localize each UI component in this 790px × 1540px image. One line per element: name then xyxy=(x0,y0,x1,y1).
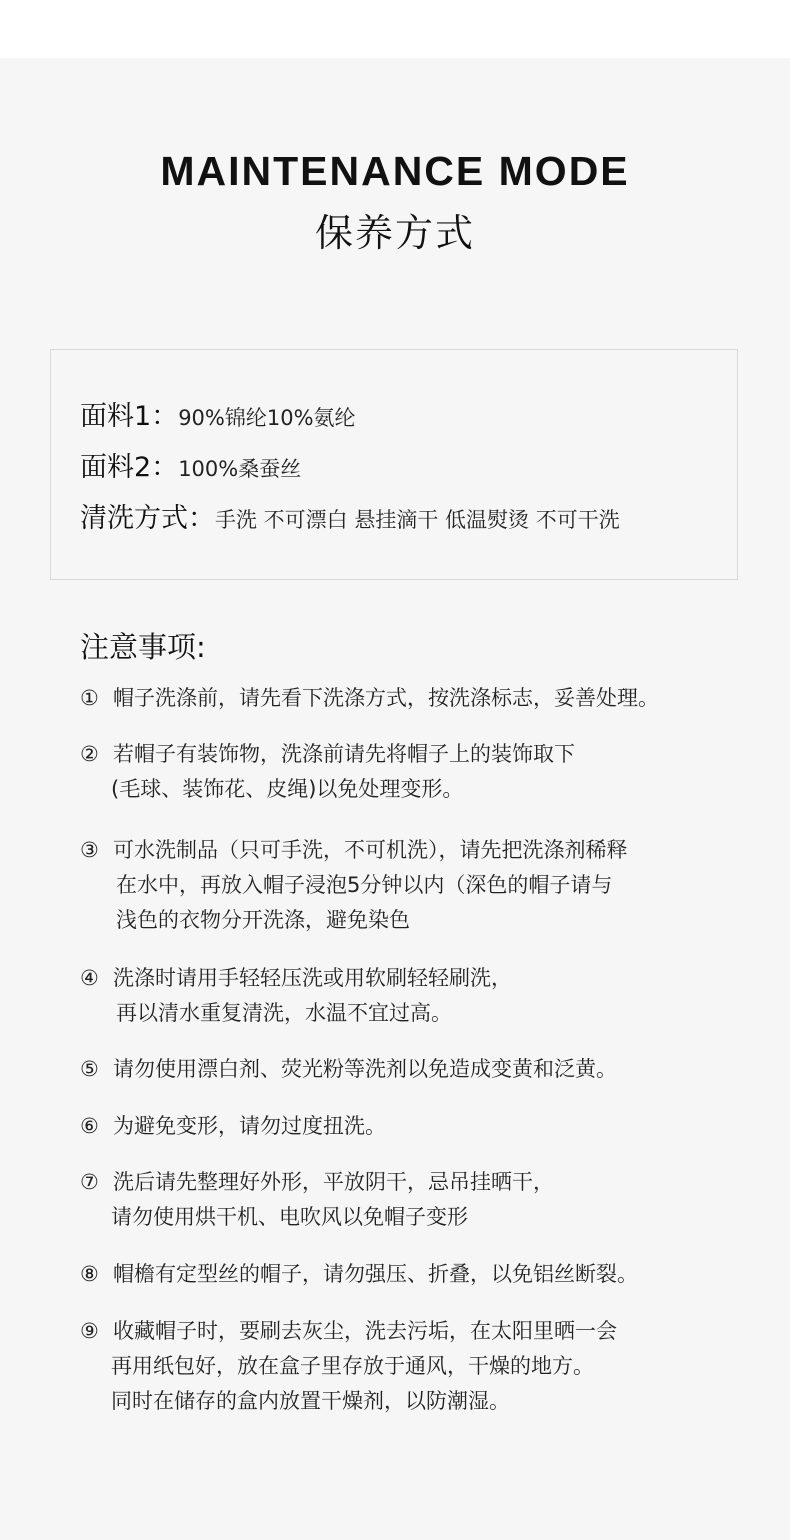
note-number: ⑧ xyxy=(80,1262,99,1286)
wash-method-value: 手洗 不可漂白 悬挂滴干 低温熨烫 不可干洗 xyxy=(215,508,620,532)
wash-method-row xyxy=(80,496,620,536)
note-number: ④ xyxy=(80,966,99,990)
fabric-2-label: 面料2： xyxy=(80,452,179,483)
note-line: 同时在储存的盒内放置干燥剂，以防潮湿。 xyxy=(111,1389,510,1413)
note-item-1 xyxy=(80,681,659,716)
note-number: ② xyxy=(80,742,99,766)
note-line: 在水中，再放入帽子浸泡5分钟以内（深色的帽子请与 xyxy=(116,873,613,897)
note-line: 收藏帽子时，要刷去灰尘，洗去污垢，在太阳里晒一会 xyxy=(113,1319,617,1343)
note-item-2 xyxy=(80,737,575,807)
fabric-1-value: 90%锦纶10%氨纶 xyxy=(178,406,356,430)
note-item-9 xyxy=(80,1314,617,1419)
page-title-chinese: 保养方式 xyxy=(314,211,475,255)
note-line: 再用纸包好，放在盒子里存放于通风，干燥的地方。 xyxy=(111,1354,594,1378)
note-line: 为避免变形，请勿过度扭洗。 xyxy=(113,1114,386,1138)
note-number: ③ xyxy=(80,838,99,862)
page-title-english: MAINTENANCE MODE xyxy=(160,148,630,194)
fabric-1-label: 面料1： xyxy=(80,401,179,432)
fabric-2-value: 100%桑蚕丝 xyxy=(178,457,302,481)
wash-method-label: 清洗方式： xyxy=(80,503,215,534)
note-line: 帽子洗涤前，请先看下洗涤方式，按洗涤标志，妥善处理。 xyxy=(113,686,659,710)
note-number: ⑨ xyxy=(80,1319,99,1343)
note-number: ① xyxy=(80,686,99,710)
note-number: ⑦ xyxy=(80,1170,99,1194)
top-bar xyxy=(0,0,790,58)
fabric-info-box xyxy=(50,349,738,580)
note-line: (毛球、装饰花、皮绳)以免处理变形。 xyxy=(111,777,464,801)
fabric-row-1 xyxy=(80,394,356,434)
note-line: 洗涤时请用手轻轻压洗或用软刷轻轻刷洗， xyxy=(113,966,512,990)
note-item-8 xyxy=(80,1257,638,1292)
note-item-6 xyxy=(80,1109,386,1144)
note-item-5 xyxy=(80,1052,617,1087)
note-line: 请勿使用烘干机、电吹风以免帽子变形 xyxy=(111,1205,468,1229)
note-item-3 xyxy=(80,833,628,938)
note-item-4 xyxy=(80,961,512,1031)
note-line: 可水洗制品（只可手洗，不可机洗），请先把洗涤剂稀释 xyxy=(113,838,628,862)
fabric-row-2 xyxy=(80,445,301,485)
note-number: ⑥ xyxy=(80,1114,99,1138)
note-line: 洗后请先整理好外形，平放阴干，忌吊挂晒干， xyxy=(113,1170,554,1194)
note-line: 再以清水重复清洗，水温不宜过高。 xyxy=(116,1001,452,1025)
note-item-7 xyxy=(80,1165,554,1235)
note-line: 请勿使用漂白剂、荧光粉等洗剂以免造成变黄和泛黄。 xyxy=(113,1057,617,1081)
note-line: 浅色的衣物分开洗涤，避免染色 xyxy=(116,908,410,932)
note-line: 若帽子有装饰物，洗涤前请先将帽子上的装饰取下 xyxy=(113,742,575,766)
note-line: 帽檐有定型丝的帽子，请勿强压、折叠，以免铝丝断裂。 xyxy=(113,1262,638,1286)
note-number: ⑤ xyxy=(80,1057,99,1081)
notes-title: 注意事项: xyxy=(80,630,206,664)
